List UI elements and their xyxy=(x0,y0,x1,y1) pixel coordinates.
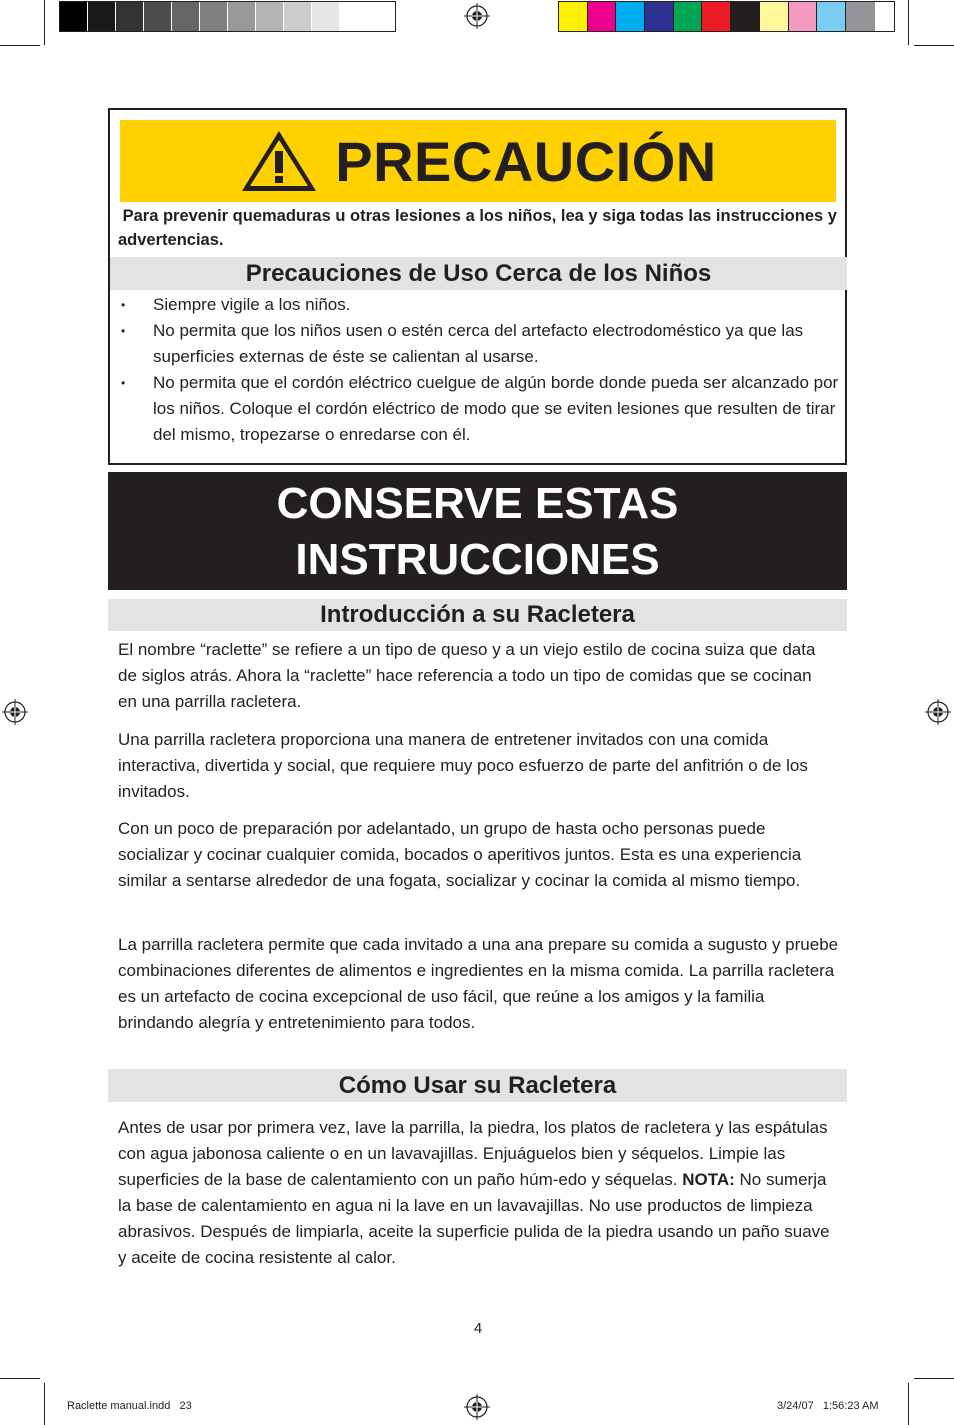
intro-section-title: Introducción a su Racletera xyxy=(108,599,847,631)
registration-target-icon xyxy=(464,1394,490,1420)
children-bullet-list xyxy=(110,290,840,448)
footer-file-info: Raclette manual.indd 23 xyxy=(67,1400,192,1412)
intro-paragraph-1: El nombre “raclette” se refiere a un tipo de queso y a un viejo estilo de cocina suiza que data de siglos atrás. Ahora la “raclette” hace referencia a todo un tipo de comidas que se cocinan en una parrilla racletera. xyxy=(118,640,816,711)
caution-box xyxy=(108,108,847,465)
crop-mark-bottom-left-h xyxy=(0,1378,40,1379)
color-bar xyxy=(558,1,895,32)
color-swatch xyxy=(200,2,228,31)
color-swatch xyxy=(789,2,818,31)
color-swatch xyxy=(846,2,875,31)
use-paragraph: Antes de usar por primera vez, lave la parrilla, la piedra, los platos de racletera y las espátulas con agua jabonosa caliente o en un lavavajillas. Enjuáguelos bien y séquelos. Limpie las superficies de la base de calentamiento con un paño húm-edo y séquelas. NOTA: No sumerja la base de calentamiento en agua ni la lave en un lavavajillas. No use productos de limpieza abrasivos. Después de limpiarla, aceite la superficie pulida de la piedra usando un paño suave y aceite de cocina resistente al calor. xyxy=(118,1118,830,1267)
list-item: • No permita que los niños usen o estén cerca del artefacto electrodoméstico ya que las superficies externas de éste se calientan al usarse. xyxy=(110,318,840,370)
color-swatch xyxy=(88,2,116,31)
footer-timestamp: 3/24/07 1:56:23 AM xyxy=(777,1400,879,1412)
list-item: • Siempre vigile a los niños. xyxy=(110,292,840,318)
registration-target-icon xyxy=(2,699,28,725)
children-section-title: Precauciones de Uso Cerca de los Niños xyxy=(110,257,847,290)
intro-paragraph-2: Una parrilla racletera proporciona una manera de entretener invitados con una comida interactiva, divertida y social, que requiere muy poco esfuerzo de parte del anfitrión o de los invitados. xyxy=(118,730,808,801)
keep-line-1: CONSERVE ESTAS xyxy=(276,479,679,528)
keep-instructions-banner xyxy=(108,472,847,590)
crop-mark-top-left-h xyxy=(0,45,40,46)
crop-mark-top-right-v xyxy=(908,0,909,45)
registration-target-icon xyxy=(464,3,490,29)
registration-target-icon xyxy=(925,699,951,725)
color-swatch xyxy=(228,2,256,31)
use-section-title: Cómo Usar su Racletera xyxy=(108,1069,847,1102)
color-swatch xyxy=(731,2,760,31)
caution-intro xyxy=(118,204,838,252)
warning-triangle-icon xyxy=(239,128,319,194)
color-swatch xyxy=(116,2,144,31)
color-swatch xyxy=(284,2,312,31)
color-swatch xyxy=(340,2,368,31)
crop-mark-bottom-right-h xyxy=(914,1378,954,1379)
crop-mark-bottom-left-v xyxy=(44,1383,45,1425)
color-swatch xyxy=(144,2,172,31)
note-label: NOTA: xyxy=(682,1170,735,1189)
bullet-mark: • xyxy=(121,376,126,390)
intro-paragraph-3: Con un poco de preparación por adelantado, un grupo de hasta ocho personas puede socializar y cocinar cualquier comida, bocados o aperitivos juntos. Esta es una experiencia similar a sentarse alrededor de una fogata, socializar y cocinar la comida al mismo tiempo. xyxy=(118,819,802,890)
list-item: • No permita que el cordón eléctrico cuelgue de algún borde donde pueda ser alcanzado por los niños. Coloque el cordón eléctrico de modo que se eviten lesiones que resulten de tirar del mismo, tropezarse o enredarse con él. xyxy=(110,370,840,448)
color-swatch xyxy=(60,2,88,31)
bullet-mark: • xyxy=(121,324,126,338)
caution-title: PRECAUCIÓN xyxy=(335,129,717,193)
color-swatch xyxy=(645,2,674,31)
color-swatch xyxy=(702,2,731,31)
keep-line-2: INSTRUCCIONES xyxy=(295,535,660,584)
color-swatch xyxy=(559,2,588,31)
color-swatch xyxy=(817,2,846,31)
color-swatch xyxy=(588,2,617,31)
color-swatch xyxy=(312,2,340,31)
bullet-mark: • xyxy=(121,298,126,312)
intro-paragraph-4: La parrilla racletera permite que cada invitado a una ana prepare su comida a sugusto y pruebe combinaciones diferentes de alimentos e ingredientes en la misma comida. La parrilla racletera es un artefacto de cocina excepcional de uso fácil, que reúne a los amigos y la familia brindando alegría y entretenimiento para todos. xyxy=(118,935,839,1032)
crop-mark-top-left-v xyxy=(44,0,45,45)
color-swatch xyxy=(172,2,200,31)
color-swatch xyxy=(616,2,645,31)
crop-mark-top-right-h xyxy=(914,45,954,46)
caution-intro-text: Para prevenir quemaduras u otras lesiones a los niños, lea y siga todas las instrucciones y advertencias. xyxy=(118,207,837,249)
color-swatch xyxy=(256,2,284,31)
caution-header xyxy=(120,120,836,202)
grayscale-bar xyxy=(59,1,396,32)
color-swatch xyxy=(760,2,789,31)
color-swatch xyxy=(674,2,703,31)
crop-mark-bottom-right-v xyxy=(908,1383,909,1425)
page-number: 4 xyxy=(473,1320,483,1337)
